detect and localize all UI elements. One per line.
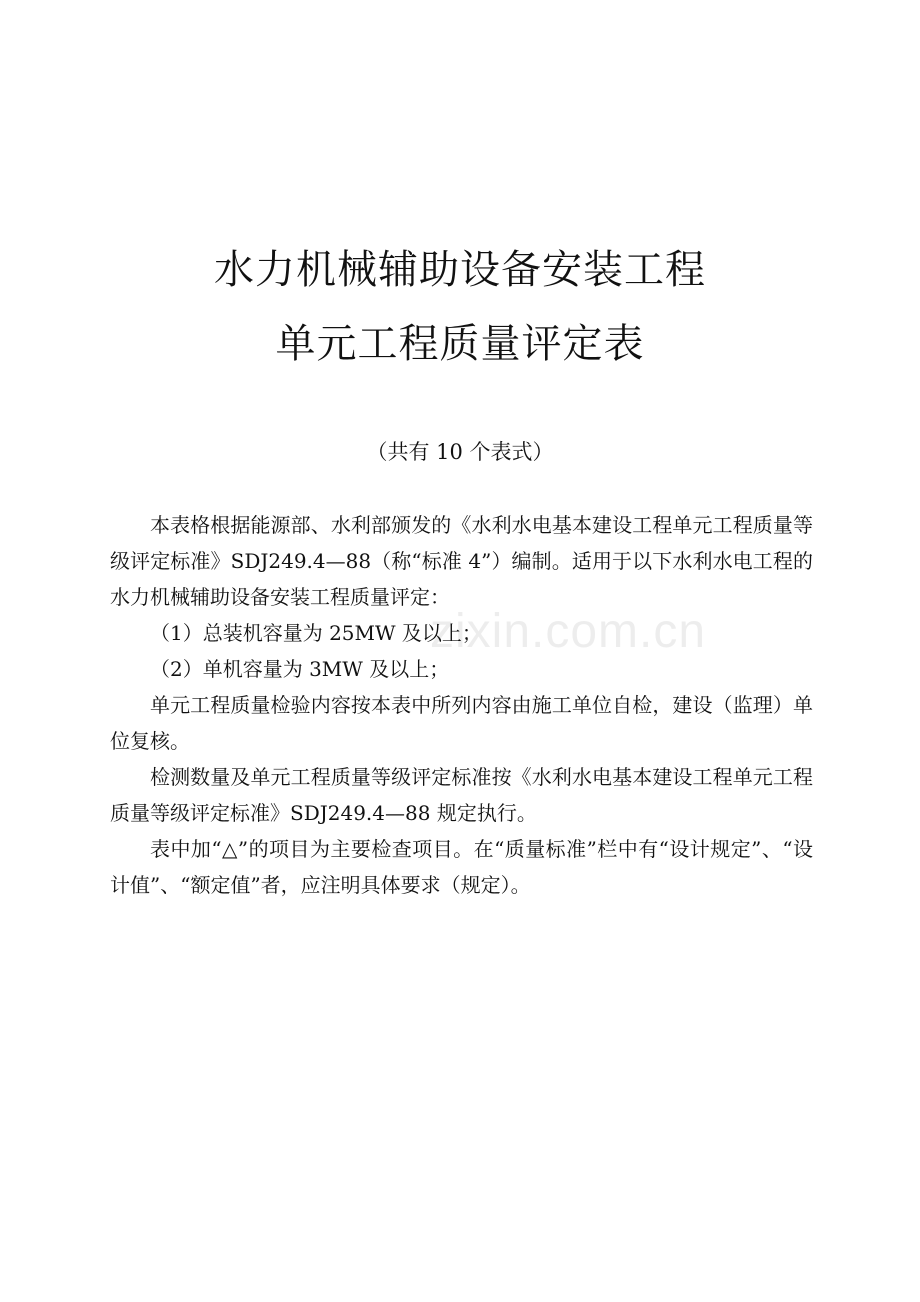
document-title-line-2: 单元工程质量评定表 [275, 321, 645, 367]
paragraph-item-2: （2）单机容量为 3MW 及以上； [150, 657, 450, 681]
paragraph-item-1: （1）总装机容量为 25MW 及以上； [150, 621, 482, 645]
paragraph-inspection: 单元工程质量检验内容按本表中所列内容由施工单位自检，建设（监理）单位复核。 [110, 693, 813, 753]
document-subtitle: （共有 10 个表式） [366, 440, 554, 464]
paragraph-intro: 本表格根据能源部、水利部颁发的《水利水电基本建设工程单元工程质量等级评定标准》SDJ249.4—88（称“标准 4”）编制。适用于以下水利水电工程的水力机械辅助设备安装工程质量评定： [110, 513, 813, 609]
paragraph-note: 表中加“△”的项目为主要检查项目。在“质量标准”栏中有“设计规定”、“设计值”、“额定值”者，应注明具体要求（规定）。 [110, 837, 813, 897]
paragraph-standard: 检测数量及单元工程质量等级评定标准按《水利水电基本建设工程单元工程质量等级评定标准》SDJ249.4—88 规定执行。 [110, 765, 813, 825]
document-title-line-1: 水力机械辅助设备安装工程 [214, 247, 706, 293]
document-body [110, 507, 813, 903]
watermark: zixin.com.cn [430, 605, 707, 658]
